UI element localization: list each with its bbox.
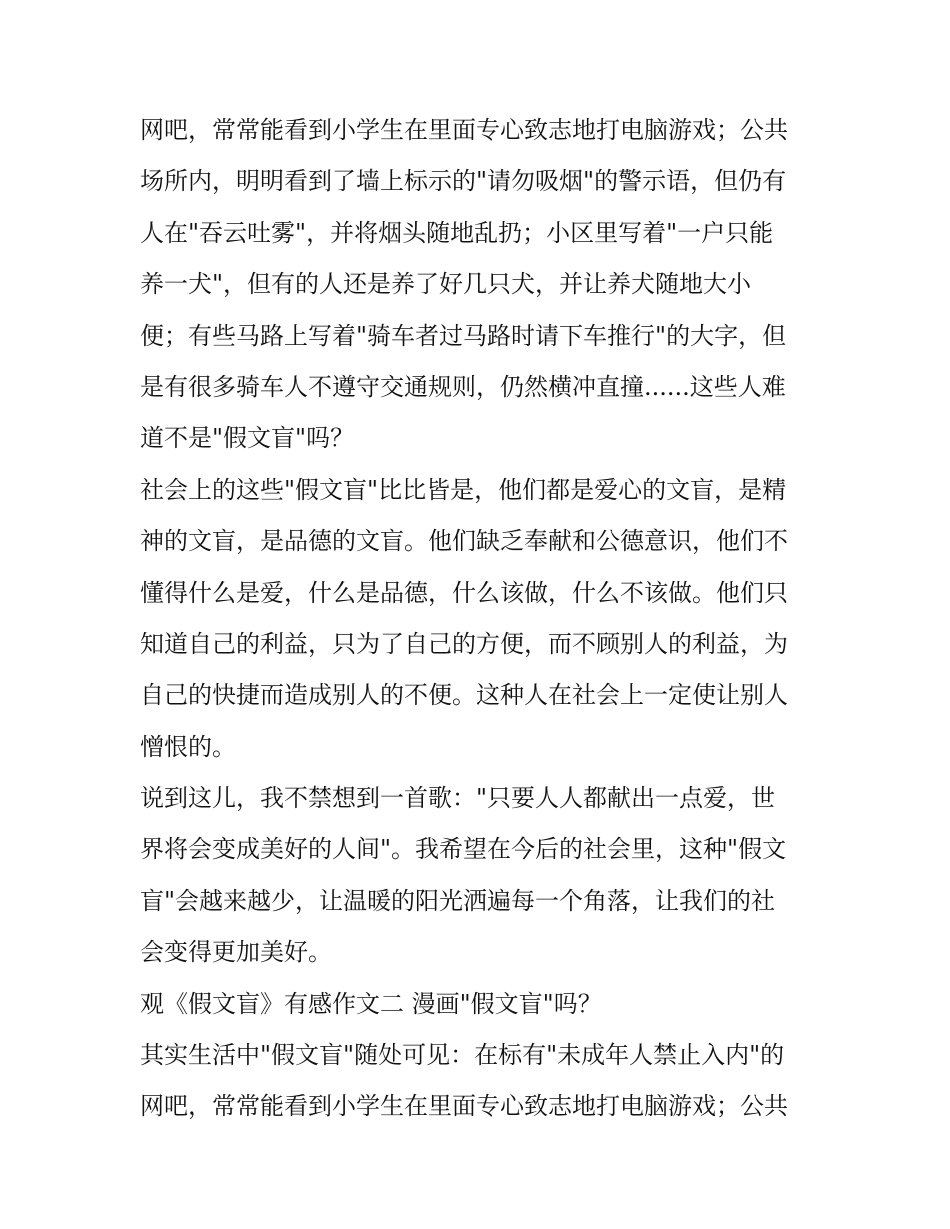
text-line-20: 网吧，常常能看到小学生在里面专心致志地打电脑游戏；公共	[140, 1092, 788, 1121]
document-page	[140, 105, 820, 1133]
text-line-5: 便；有些马路上写着"骑车者过马路时请下车推行"的大字，但	[140, 321, 787, 350]
text-line-15: 界将会变成美好的人间"。我希望在今后的社会里，这种"假文	[140, 835, 787, 864]
text-line-12: 自己的快捷而造成别人的不便。这种人在社会上一定使让别人	[140, 681, 788, 710]
text-line-17: 会变得更加美好。	[140, 938, 332, 967]
text-line-2: 场所内，明明看到了墙上标示的"请勿吸烟"的警示语，但仍有	[140, 167, 787, 196]
text-line-9: 神的文盲，是品德的文盲。他们缺乏奉献和公德意识，他们不	[140, 527, 788, 556]
text-line-13: 憎恨的。	[140, 732, 236, 761]
text-line-6: 是有很多骑车人不遵守交通规则，仍然横冲直撞......这些人难	[140, 372, 786, 401]
text-line-18: 观《假文盲》有感作文二 漫画"假文盲"吗？	[140, 989, 602, 1018]
text-line-14: 说到这儿，我不禁想到一首歌："只要人人都献出一点爱，世	[140, 784, 776, 813]
text-line-3: 人在"吞云吐雾"，并将烟头随地乱扔；小区里写着"一户只能	[140, 218, 774, 247]
text-line-11: 知道自己的利益，只为了自己的方便，而不顾别人的利益，为	[140, 629, 788, 658]
text-line-16: 盲"会越来越少，让温暖的阳光洒遍每一个角落，让我们的社	[140, 886, 776, 915]
text-line-1: 网吧，常常能看到小学生在里面专心致志地打电脑游戏；公共	[140, 116, 788, 144]
text-line-4: 养一犬"，但有的人还是养了好几只犬，并让养犬随地大小	[140, 270, 752, 299]
text-line-8: 社会上的这些"假文盲"比比皆是，他们都是爱心的文盲，是精	[140, 475, 787, 504]
text-line-19: 其实生活中"假文盲"随处可见：在标有"未成年人禁止入内"的	[140, 1041, 785, 1070]
text-line-7: 道不是"假文盲"吗？	[140, 424, 355, 453]
text-line-10: 懂得什么是爱，什么是品德，什么该做，什么不该做。他们只	[140, 578, 788, 607]
